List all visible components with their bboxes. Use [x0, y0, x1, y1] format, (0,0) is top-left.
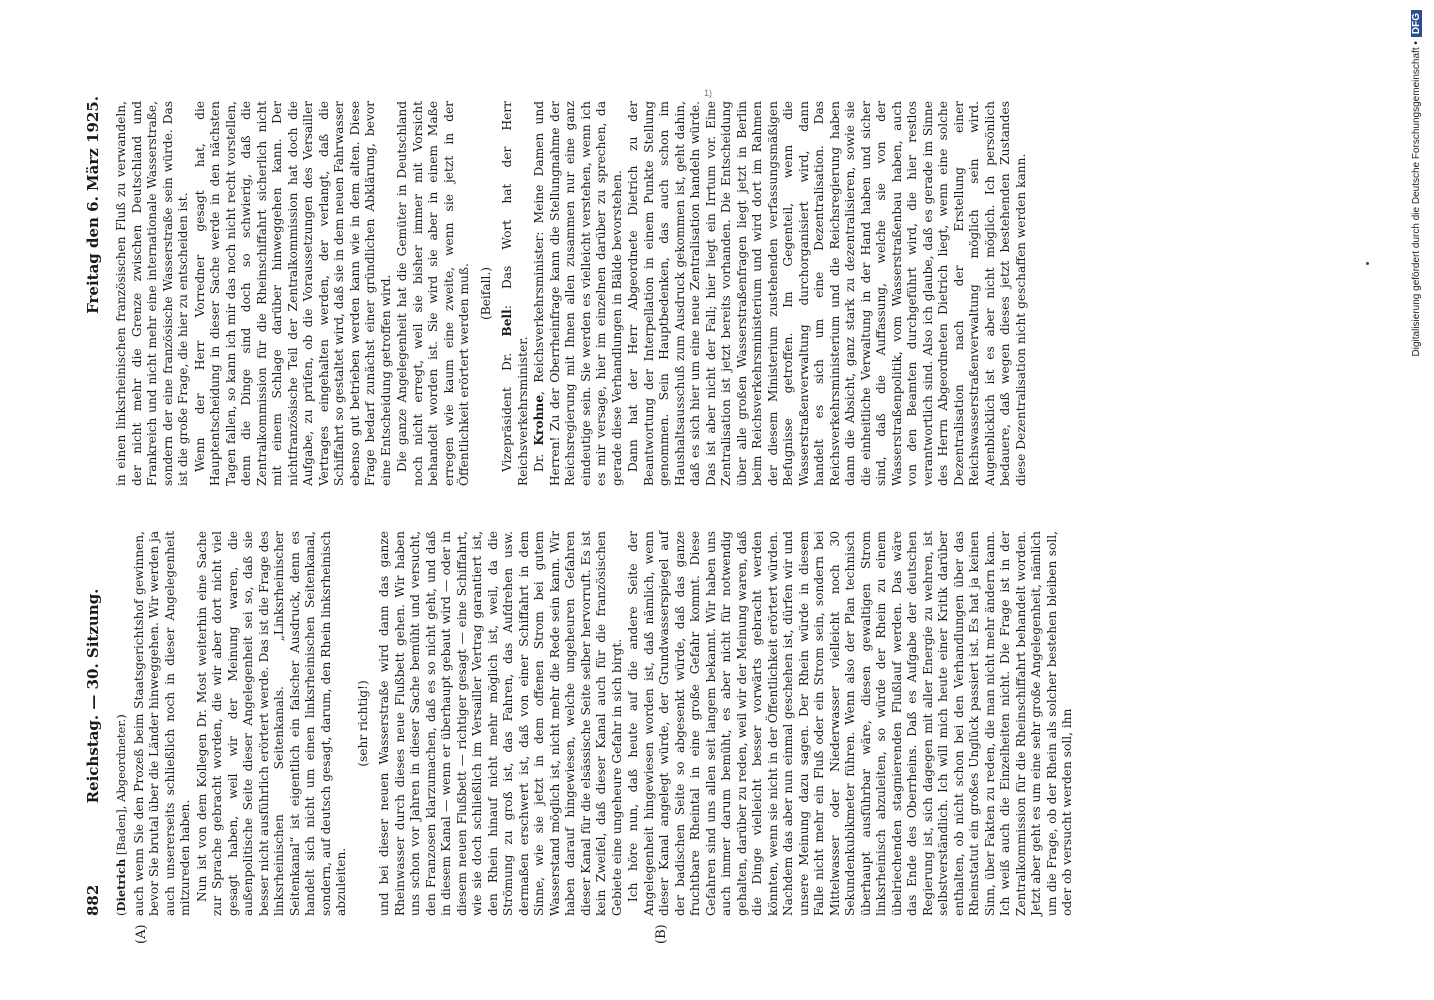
paragraph: auch wenn Sie den Prozeß beim Staatsgerichtshof gewinnen, bevor Sie brutal über die Länder hinweggehen. Wir werden ja auch unsererseits schließlich noch in dieser Angelegenheit mitzureden haben. [131, 531, 192, 916]
margin-marker-b: (B) [654, 924, 669, 944]
minister-name: Krohne [532, 394, 546, 446]
speaker-name: Dietrich [114, 858, 128, 912]
page-number: 882 [84, 884, 102, 916]
vp-name: Bell [500, 309, 514, 337]
funding-stamp [1405, 10, 1427, 990]
interjection: (sehr richtig!) [355, 680, 370, 767]
minister-speech: Meine Damen und Herren! Zu der Oberrheinfrage kann die Stellungnahme der Reichsregierung mit Ihnen allen zusammen nur eine ganz eindeutige sein. Sie werden es vielleicht verstehen, wenn ich es mir versage, hier im einzelnen darüber zu sprechen, da gerade diese Verhandlungen in Bälde bevorstehen. [532, 100, 624, 486]
margin-marker-a: (A) [134, 924, 149, 944]
paragraph: Ich höre nun, daß heute auf die andere Seite der Angelegenheit hingewiesen worden ist, daß nämlich, wenn dieser Kanal angelegt würde, der Grundwasserspiegel auf der badischen Seite so abgesenkt würde, daß das ganze fruchtbare Rheintal in eine große Gefahr kommt. Diese Gefahren sind uns allen seit langem bekannt. Wir haben uns auch immer darum bemüht, es aber nicht für notwendig gehalten, darüber zu reden, weil wir der Meinung waren, daß die Dinge vielleicht besser vorwärts gebracht werden könnten, wenn sie nicht in der Öffentlichkeit erörtert würden. Nachdem das aber nun einmal geschehen ist, dürfen wir und unsere Meinung dazu sagen. Der Rhein würde in diesem Falle nicht mehr ein Fluß oder ein Strom sein, sondern bei Mittelwasser oder Niederwasser vielleicht noch 30 Sekundenkubikmeter führen. Wenn also der Plan technisch überhaupt ausführbar wäre, diesen gewaltigen Strom linksrheinisch abzuleiten, so würde der Rhein zu einem übelriechenden stagnierenden Flußlauf werden. Das wäre das Ende des Oberrheins. Daß es Aufgabe der deutschen Regierung ist, sich dagegen mit aller Energie zu wehren, ist selbstverständlich. Ich will mich heute einer Kritik darüber enthalten, ob nicht schon bei den Verhandlungen über das Rheinstatut ein großes Unglück passiert ist. Es hat ja keinen Sinn, über Fakten zu reden, die man nicht mehr ändern kann. Ich weiß auch die Einzelheiten nicht. Die Frage ist in der Zentralkommission für die Rheinschiffahrt behandelt worden. Jetzt aber geht es um eine sehr große Angelegenheit, nämlich um die Frage, ob der Rhein als solcher bestehen bleiben soll, oder ob versucht werden soll, ihn [626, 531, 1074, 916]
paragraph: in einen linksrheinischen französischen Fluß zu verwandeln, der nicht mehr die Grenze zwischen Deutschland und Frankreich und nicht mehr eine internationale Wasserstraße, sondern der eine französische Wasserstraße sein würde. Das ist die große Frage, die hier zu entscheiden ist. [114, 101, 190, 486]
document-page [80, 96, 1300, 944]
session-title: Reichstag. — 30. Sitzung. [84, 588, 102, 804]
interjection: (Beifall.) [478, 266, 493, 321]
paragraph: Wenn der Herr Vorredner gesagt hat, die Hauptentscheidung in dieser Sache werde in den nächsten Tagen fallen, so kann ich mir das noch nicht recht vorstellen, denn die Dinge sind doch so schwierig, daß die Zentralkommission für die Rheinschiffahrt sicherlich nicht mit einem Schlage darüber hinweggehen kann. Der nichtfranzösische Teil der Zentralkommission hat doch die Aufgabe, zu prüfen, ob die Voraussetzungen des Versailler Vertrages eingehalten werden, der verlangt, daß die Schiffahrt so gestaltet wird, daß sie in dem neuen Fahrwasser ebenso gut betrieben werden kann wie in dem alten. Diese Frage bedarf zunächst einer gründlichen Abklärung, bevor eine Entscheidung getroffen wird. [192, 101, 393, 486]
left-column [114, 531, 1077, 944]
right-column [114, 101, 1030, 486]
paragraph: Die ganze Angelegenheit hat die Gemüter in Deutschland noch nicht erregt, weil sie bisher immer mit Vorsicht behandelt worden ist. Sie wird sie aber in einem Maße erregen wie kaum eine zweite, wenn sie jetzt in der Öffentlichkeit erörtert werden muß. [395, 101, 471, 486]
funding-text: Digitalisierung gefördert durch die Deutsche Forschungsgemeinschaft • [1410, 41, 1422, 357]
paragraph: und bei dieser neuen Wasserstraße wird dann das ganze Rheinwasser durch dieses neue Flußbett gehen. Wir haben uns schon vor Jahren in dieser Sache bemüht und versucht, den Franzosen klarzumachen, daß es so nicht geht, und daß in diesem Kanal — wenn er überhaupt gebaut wird — oder in diesem neuen Flußbett — richtiger gesagt — eine Schiffahrt, wie sie doch schließlich im Versailler Vertrag garantiert ist, den Rhein hinauf nicht mehr möglich ist, weil, da die Strömung zu groß ist, das Fahren, das Aufdrehen usw. dermaßen erschwert ist, daß von einer Schiffahrt in dem Sinne, wie sie jetzt in dem offenen Strom bei gutem Wasserstand möglich ist, nicht mehr die Rede sein kann. Wir haben darauf hingewiesen, welche ungeheuren Gefahren dieser Kanal für die elsässische Seite selber hervorruft. Es ist kein Zweifel, daß dieser Kanal auch für die französischen Gebiete eine ungeheure Gefahr in sich birgt. [377, 531, 624, 916]
speaker-heading: (Dietrich [Baden], Abgeordneter.) [114, 714, 128, 916]
paragraph: Dann hat der Herr Abgeordnete Dietrich zu der Beantwortung der Interpellation in einem Punkte Stellung genommen. Sein Hauptbedenken, das auch schon im Haushaltsausschuß zum Ausdruck gekommen ist, geht dahin, daß es sich hier um eine neue Zentralisation handeln würde. Das ist aber nicht der Fall; hier liegt ein Irrtum vor. Eine Zentralisation ist jetzt bereits vorhanden. Die Entscheidung über alle großen Wasserstraßenfragen liegt jetzt in Berlin beim Reichsverkehrsministerium und wird dort im Rahmen der diesem Ministerium zustehenden verfassungsmäßigen Befugnisse getroffen. Im Gegenteil, wenn die Wasserstraßenverwaltung durchorganisiert wird, dann handelt es sich um eine Dezentralisation. Das Reichsverkehrsministerium und die Reichsregierung haben dann die Absicht, ganz stark zu dezentralisieren, sowie sie die einheitliche Verwaltung in der Hand haben und sicher sind, daß die Auffassung, welche sie von der Wasserstraßenpolitik, vom Wasserstraßenbau haben, auch von den Beamten durchgeführt wird, die hier restlos verantwortlich sind. Also ich glaube, daß es gerade im Sinne des Herrn Abgeordneten Dietrich liegt, wenn eine solche Dezentralisation nach der Erstellung einer Reichswasserstraßenverwaltung möglich sein wird. Augenblicklich ist es aber nicht möglich. Ich persönlich bedauere, daß wegen dieses jetzt bestehenden Zustandes diese Dezentralisation nicht geschaffen werden kann. [626, 101, 1028, 486]
dfg-logo: DFG [1411, 10, 1422, 37]
speck [1366, 262, 1369, 265]
vp-label: Vizepräsident Dr. [500, 352, 514, 472]
vice-president-statement [500, 101, 531, 486]
minister-title: , Reichsverkehrsminister: [532, 231, 546, 395]
paragraph: Nun ist von dem Kollegen Dr. Most weiterhin eine Sache zur Sprache gebracht worden, die wir aber dort nicht viel gesagt haben, weil wir der Meinung waren, die außenpolitische Seite dieser Angelegenheit sei so, daß sie besser nicht ausführlich erörtert werde. Das ist die Frage des linksrheinischen Seitenkanals. „Linksrheinischer Seitenkanal“ ist eigentlich ein falscher Ausdruck, denn es handelt sich nicht um einen linksrheinischen Seitenkanal, sondern, auf deutsch gesagt, darum, den Rhein linksrheinisch abzuleiten. [194, 531, 348, 916]
vp-text: : Das Wort hat der Herr Reichsverkehrsminister. [500, 100, 530, 486]
speaker-suffix: [Baden], Abgeordneter. [114, 718, 128, 856]
session-date: Freitag den 6. März 1925. [84, 96, 102, 314]
margin-mark: 1) [704, 88, 713, 98]
minister-statement [532, 101, 625, 486]
minister-prefix: Dr. [532, 453, 546, 472]
page-header [80, 96, 108, 916]
